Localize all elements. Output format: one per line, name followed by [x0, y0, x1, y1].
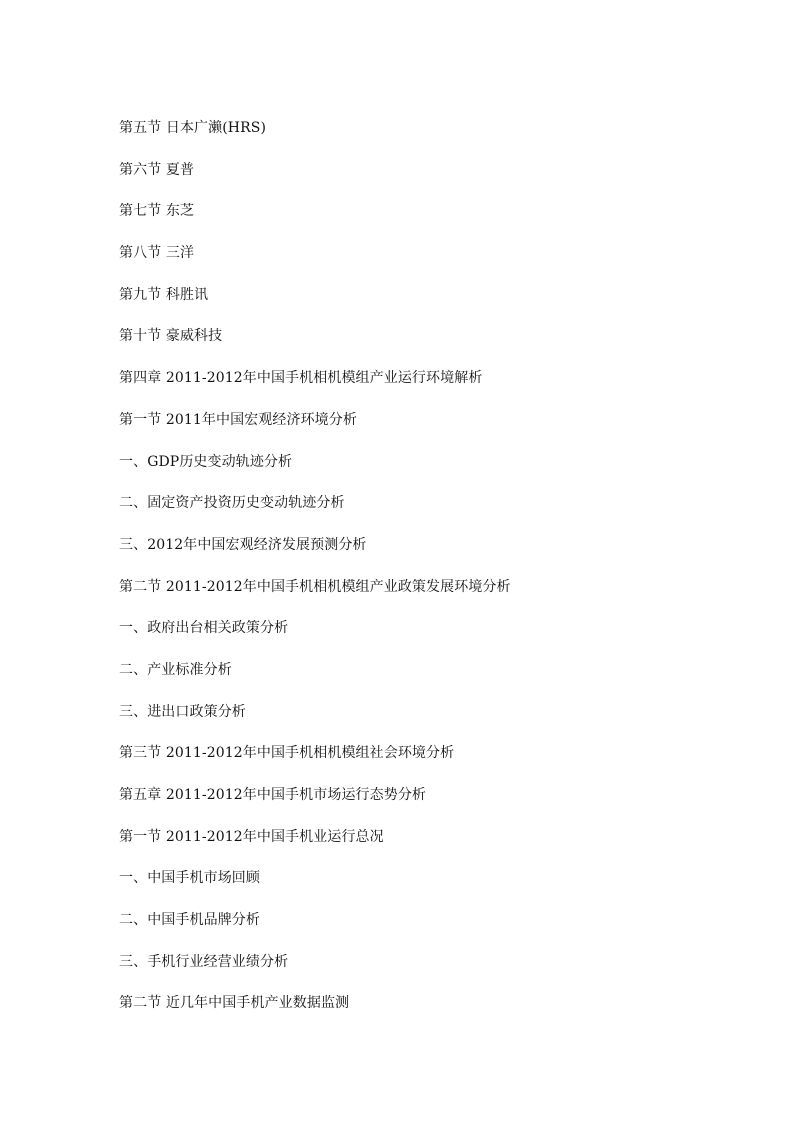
toc-section-line: 第一节 2011-2012年中国手机业运行总况 [119, 828, 384, 845]
toc-item-line: 一、GDP历史变动轨迹分析 [119, 453, 293, 470]
toc-section-line: 第七节 东芝 [119, 203, 195, 220]
table-of-contents [119, 119, 739, 1036]
toc-item-line: 三、进出口政策分析 [119, 703, 246, 720]
toc-item-line: 一、中国手机市场回顾 [119, 870, 260, 887]
toc-item-line: 二、中国手机品牌分析 [119, 912, 260, 929]
toc-item-line: 三、2012年中国宏观经济发展预测分析 [119, 536, 367, 553]
toc-item-line: 三、手机行业经营业绩分析 [119, 953, 289, 970]
toc-section-line: 第六节 夏普 [119, 161, 195, 178]
toc-section-line: 第八节 三洋 [119, 245, 195, 262]
toc-section-line: 第二节 2011-2012年中国手机相机模组产业政策发展环境分析 [119, 578, 511, 595]
toc-section-line: 第二节 近几年中国手机产业数据监测 [119, 995, 350, 1012]
toc-chapter-line: 第四章 2011-2012年中国手机相机模组产业运行环境解析 [119, 370, 483, 387]
toc-section-line: 第五节 日本广濑(HRS) [119, 120, 267, 136]
toc-chapter-line: 第五章 2011-2012年中国手机市场运行态势分析 [119, 787, 427, 803]
toc-section-line: 第一节 2011年中国宏观经济环境分析 [119, 411, 357, 428]
toc-item-line: 二、产业标准分析 [119, 661, 232, 678]
toc-section-line: 第三节 2011-2012年中国手机相机模组社会环境分析 [119, 745, 455, 762]
toc-section-line: 第十节 豪威科技 [119, 328, 223, 345]
toc-item-line: 二、固定资产投资历史变动轨迹分析 [119, 495, 345, 512]
toc-section-line: 第九节 科胜讯 [119, 286, 209, 303]
toc-item-line: 一、政府出台相关政策分析 [119, 620, 289, 637]
